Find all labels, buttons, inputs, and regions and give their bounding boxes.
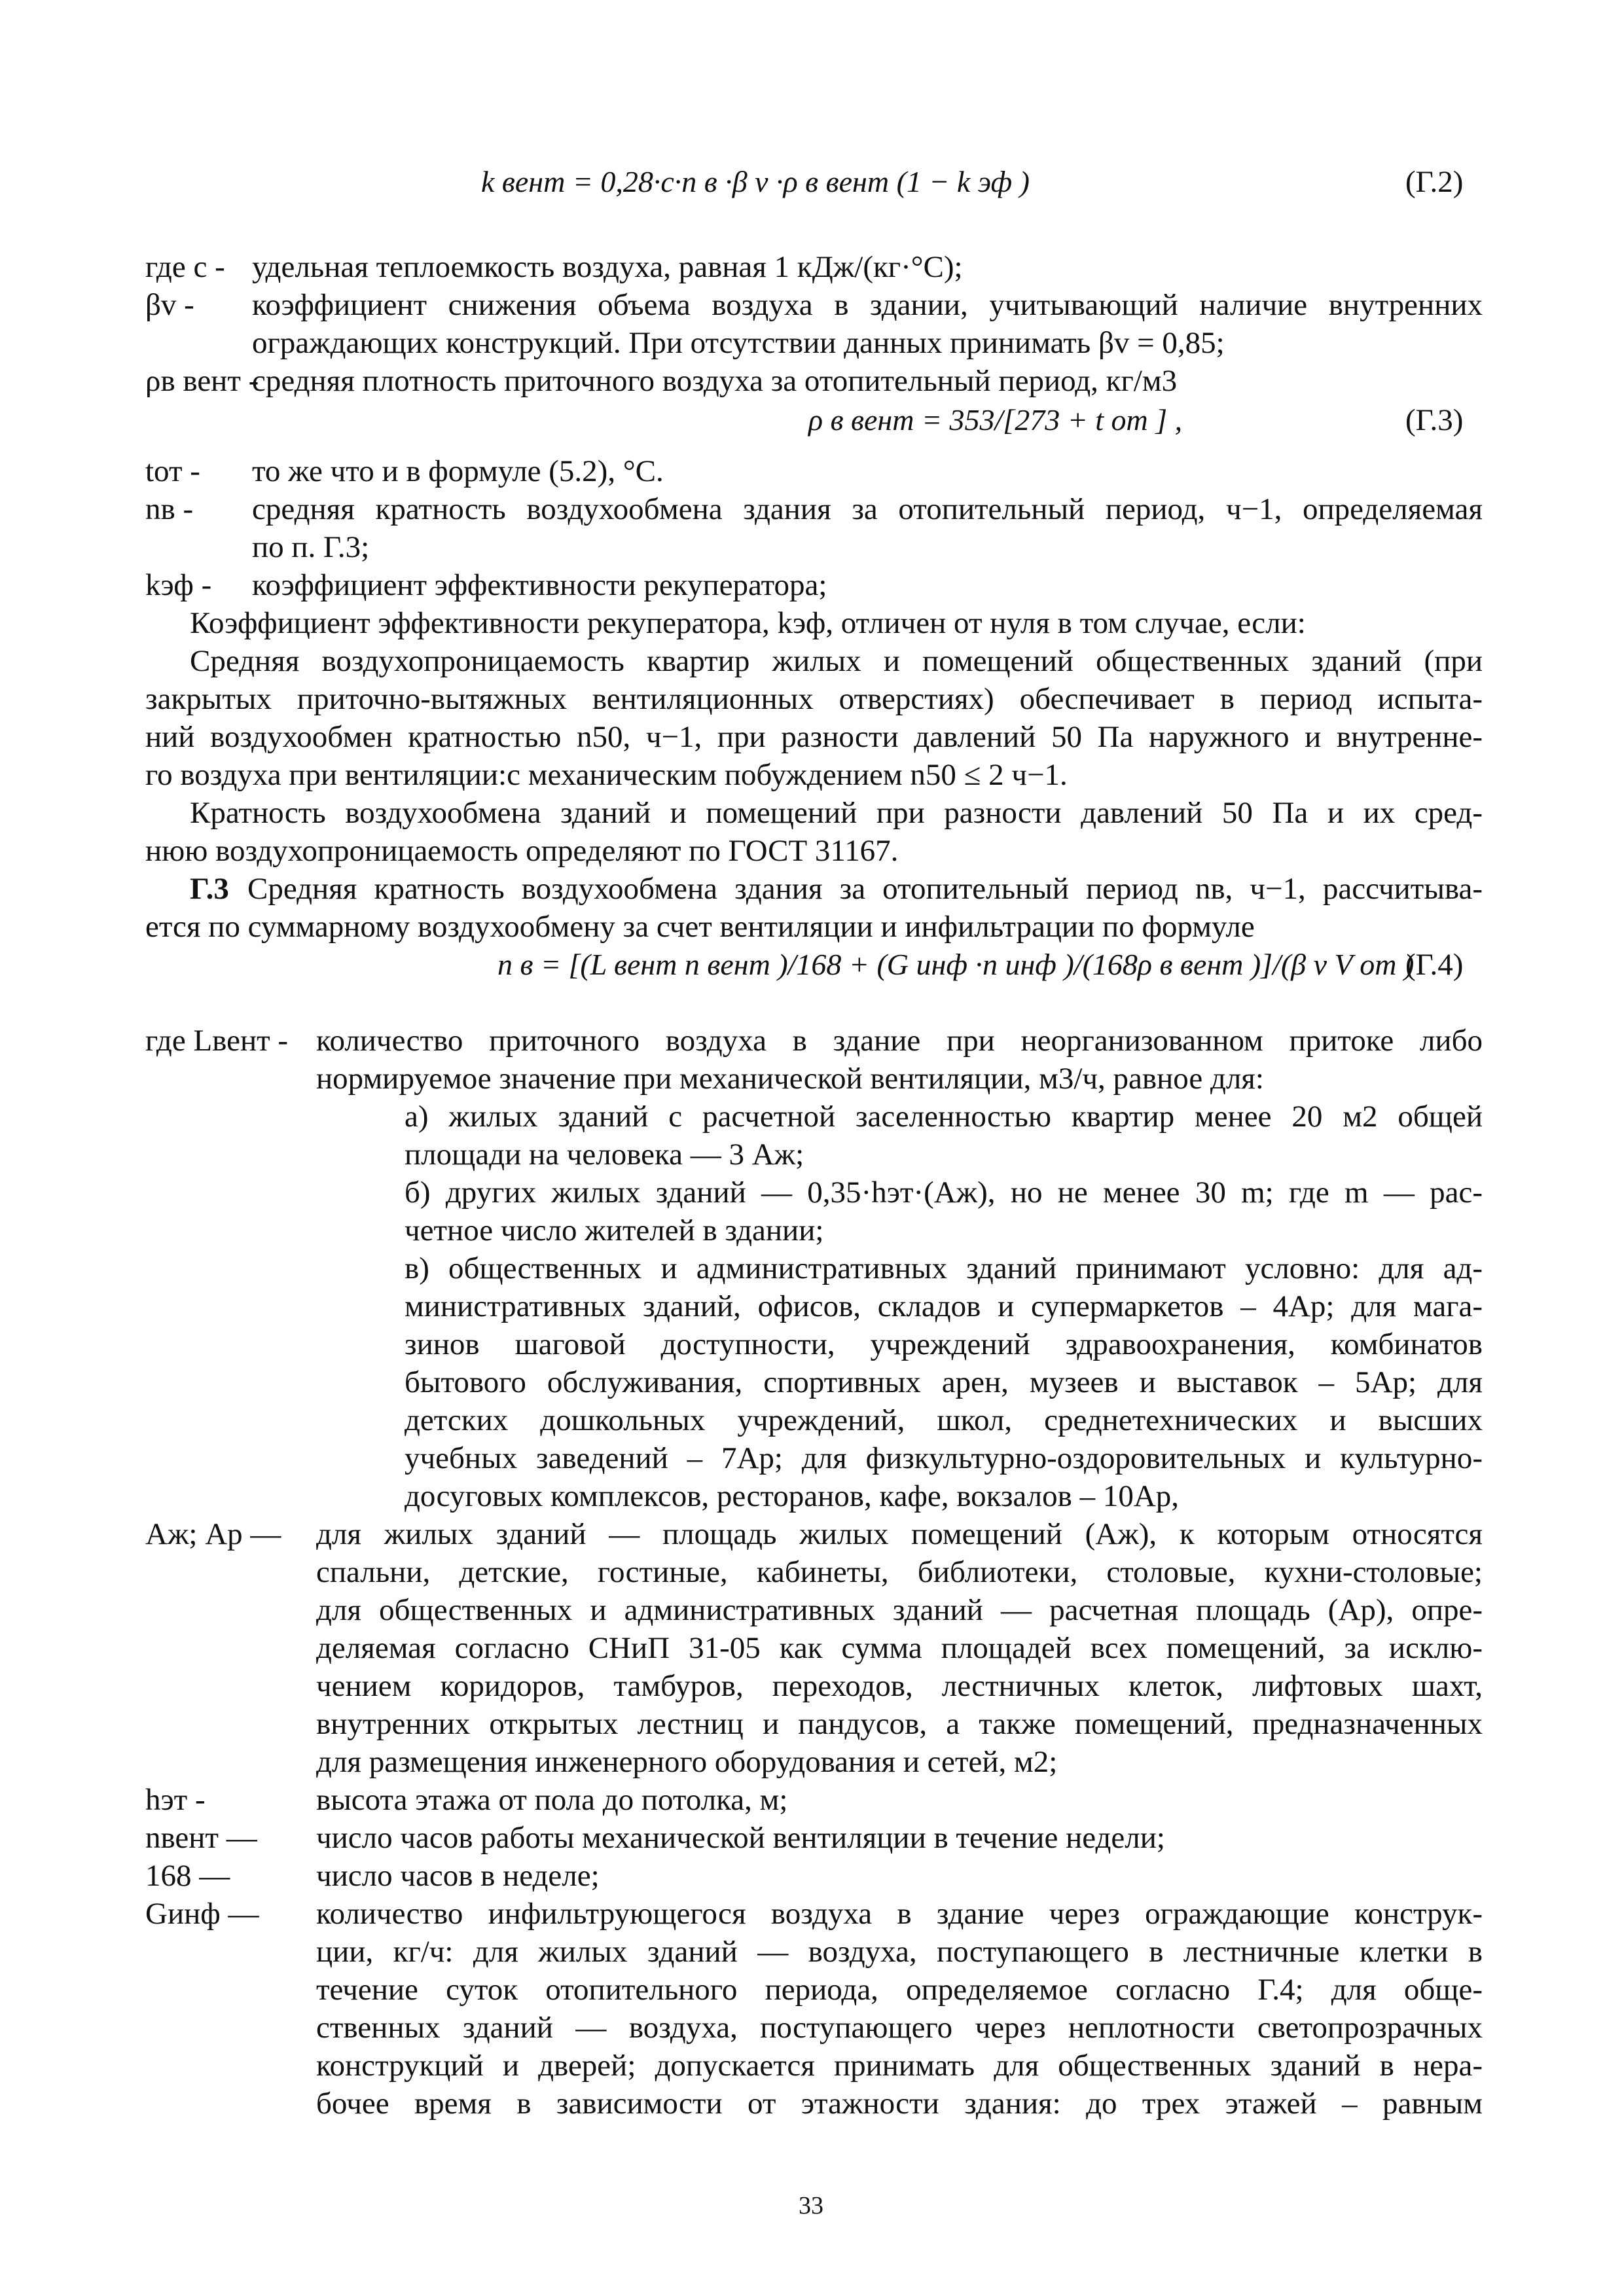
para-line-3: закрытых приточно-вытяжных вентиляционных отверстиях) обеспечивает в период испыта-: [145, 682, 1483, 716]
def-text-keff: коэффициент эффективности рекуператора;: [252, 568, 827, 602]
def-text-azh-1: для жилых зданий — площадь жилых помещений (Аж), к которым относятся: [316, 1517, 1483, 1551]
def-text-ginf-5: конструкций и дверей; допускается принимать для общественных зданий в нера-: [316, 2049, 1483, 2083]
def-text-beta-1: коэффициент снижения объема воздуха в здании, учитывающий наличие внутренних: [252, 288, 1483, 322]
item-c-1: в) общественных и административных зданий принимают условно: для ад-: [405, 1251, 1483, 1285]
formula-g2: k вент = 0,28·c·n в ·β v ·ρ в вент (1 − k эф ): [481, 165, 1030, 198]
def-text-nvent: число часов работы механической вентиляции в течение недели;: [316, 1821, 1165, 1855]
para-line-4: ний воздухообмен кратностью n50, ч−1, при разности давлений 50 Па наружного и внутренне-: [145, 720, 1483, 754]
def-text-168: число часов в неделе;: [316, 1859, 600, 1893]
page-number: 33: [799, 2192, 823, 2219]
para-line-2: Средняя воздухопроницаемость квартир жилых и помещений общественных зданий (при: [190, 644, 1483, 678]
def-key-nvent: nвент —: [145, 1821, 257, 1855]
item-c-4: бытового обслуживания, спортивных арен, музеев и выставок – 5Ар; для: [405, 1365, 1483, 1399]
def-key-nv: nв -: [145, 492, 194, 526]
def-text-nv-1: средняя кратность воздухообмена здания за отопительный период, ч−1, определяемая: [252, 492, 1483, 526]
para-line-8: Средняя кратность воздухообмена здания за отопительный период nв, ч−1, рассчитыва-: [247, 872, 1483, 906]
def-key-lvent: где Lвент -: [145, 1024, 289, 1058]
def-text-beta-2: ограждающих конструкций. При отсутствии данных принимать βv = 0,85;: [252, 326, 1225, 360]
para-line-6: Кратность воздухообмена зданий и помещений при разности давлений 50 Па и их сред-: [190, 796, 1483, 830]
def-text-azh-6: внутренних открытых лестниц и пандусов, а также помещений, предназначенных: [316, 1707, 1483, 1741]
def-text-azh-7: для размещения инженерного оборудования и сетей, м2;: [316, 1745, 1058, 1779]
def-key-keff: kэф -: [145, 568, 212, 602]
def-key-tot: tот -: [145, 454, 200, 488]
def-text-lvent-2: нормируемое значение при механической вентиляции, м3/ч, равное для:: [316, 1062, 1264, 1096]
def-text-lvent-1: количество приточного воздуха в здание при неорганизованном притоке либо: [316, 1024, 1483, 1058]
item-b-2: четное число жителей в здании;: [405, 1213, 824, 1247]
def-key-het: hэт -: [145, 1783, 206, 1817]
def-text-c: удельная теплоемкость воздуха, равная 1 кДж/(кг·°С);: [252, 250, 963, 284]
def-text-ginf-1: количество инфильтрующегося воздуха в здание через ограждающие конструк-: [316, 1897, 1483, 1931]
def-text-azh-3: для общественных и административных зданий — расчетная площадь (Ар), опре-: [316, 1593, 1483, 1627]
formula-g3-number: (Г.3): [1405, 403, 1464, 437]
def-text-nv-2: по п. Г.3;: [252, 530, 370, 564]
def-text-ginf-3: течение суток отопительного периода, определяемое согласно Г.4; для обще-: [316, 1973, 1483, 2007]
para-line-5: го воздуха при вентиляции:с механическим побуждением n50 ≤ 2 ч−1.: [145, 758, 1068, 792]
def-key-168: 168 —: [145, 1859, 230, 1893]
def-text-het: высота этажа от пола до потолка, м;: [316, 1783, 788, 1817]
def-key-rho: ρв вент -: [145, 364, 259, 398]
def-key-c: где c -: [145, 250, 225, 284]
item-a-2: площади на человека — 3 Аж;: [405, 1138, 804, 1172]
item-c-3: зинов шаговой доступности, учреждений здравоохранения, комбинатов: [405, 1327, 1483, 1361]
def-text-azh-5: чением коридоров, тамбуров, переходов, лестничных клеток, лифтовых шахт,: [316, 1669, 1483, 1703]
def-text-ginf-2: ции, кг/ч: для жилых зданий — воздуха, поступающего в лестничные клетки в: [316, 1935, 1483, 1969]
def-key-azh: Аж; Ар —: [145, 1517, 281, 1551]
section-number: Г.3: [190, 872, 229, 906]
def-text-azh-4: деляемая согласно СНиП 31-05 как сумма площадей всех помещений, за исклю-: [316, 1631, 1483, 1665]
para-line-1: Коэффициент эффективности рекуператора, kэф, отличен от нуля в том случае, если:: [190, 606, 1306, 640]
item-c-5: детских дошкольных учреждений, школ, среднетехнических и высших: [405, 1403, 1483, 1437]
item-c-7: досуговых комплексов, ресторанов, кафе, вокзалов – 10Ар,: [405, 1479, 1180, 1513]
def-key-ginf: Gинф —: [145, 1897, 259, 1931]
formula-g3: ρ в вент = 353/[273 + t от ] ,: [808, 403, 1183, 437]
def-text-azh-2: спальни, детские, гостиные, кабинеты, библиотеки, столовые, кухни-столовые;: [316, 1555, 1483, 1589]
item-b-1: б) других жилых зданий — 0,35·hэт·(Аж), но не менее 30 m; где m — рас-: [405, 1175, 1483, 1210]
formula-g2-number: (Г.2): [1405, 165, 1464, 199]
item-a-1: а) жилых зданий с расчетной заселенностью квартир менее 20 м2 общей: [405, 1100, 1483, 1134]
para-line-7: нюю воздухопроницаемость определяют по ГОСТ 31167.: [145, 834, 899, 868]
def-key-beta: βv -: [145, 288, 194, 322]
item-c-2: министративных зданий, офисов, складов и супермаркетов – 4Ар; для мага-: [405, 1289, 1483, 1323]
def-text-rho: средняя плотность приточного воздуха за отопительный период, кг/м3: [252, 364, 1178, 398]
formula-g4: n в = [(L вент n вент )/168 + (G инф ·n инф )/(168ρ в вент )]/(β v V от ): [497, 948, 1415, 981]
def-text-tot: то же что и в формуле (5.2), °С.: [252, 454, 664, 488]
formula-g4-number: (Г.4): [1405, 948, 1464, 982]
item-c-6: учебных заведений – 7Ар; для физкультурно-оздоровительных и культурно-: [405, 1441, 1483, 1475]
para-line-9: ется по суммарному воздухообмену за счет вентиляции и инфильтрации по формуле: [145, 910, 1255, 944]
def-text-ginf-6: бочее время в зависимости от этажности здания: до трех этажей – равным: [316, 2087, 1483, 2121]
def-text-ginf-4: ственных зданий — воздуха, поступающего через неплотности светопрозрачных: [316, 2011, 1483, 2045]
